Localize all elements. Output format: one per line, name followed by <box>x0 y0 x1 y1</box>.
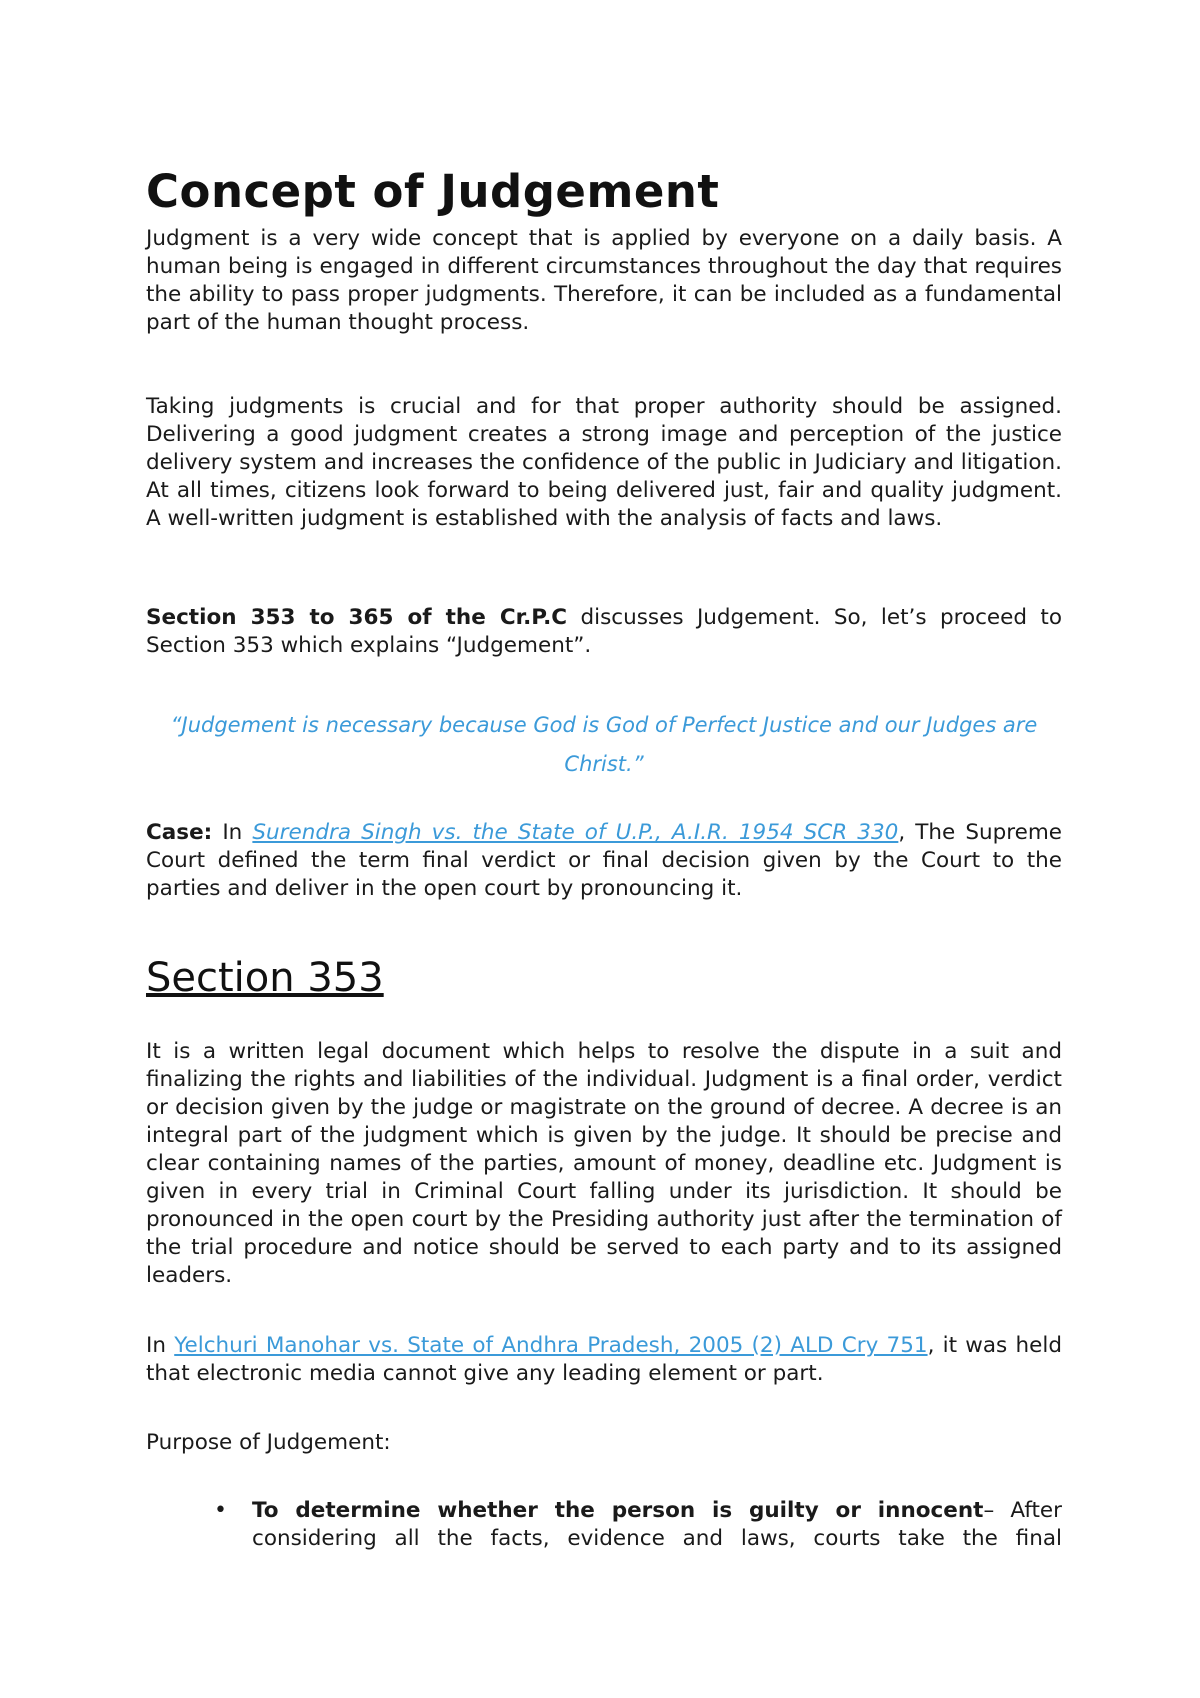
case-link-surendra-singh[interactable]: Surendra Singh vs. the State of U.P., A.I.R. 1954 SCR 330 <box>252 820 899 845</box>
section-353-paragraph-1: It is a written legal document which helps to resolve the dispute in a suit and finalizing the rights and liabilities of the individual. Judgment is a final order, verdict or decision given by the judge or magistrate on the ground of decree. A decree is an integral part of the judgment which is given by the judge. It should be precise and clear containing names of the parties, amount of money, deadline etc. Judgment is given in every trial in Criminal Court falling under its jurisdiction. It should be pronounced in the open court by the Presiding authority just after the termination of the trial procedure and notice should be served to each party and to its assigned leaders. <box>146 1039 1062 1288</box>
case-paragraph <box>146 819 1062 903</box>
intro-paragraph-1: Judgment is a very wide concept that is applied by everyone on a daily basis. A human being is engaged in different circumstances throughout the day that requires the ability to pass proper judgments. Therefore, it can be included as a fundamental part of the human thought process. <box>146 226 1062 335</box>
page-title: Concept of Judgement <box>146 165 720 218</box>
section-353-prefix: In <box>146 1333 175 1358</box>
intro-paragraph-3 <box>146 604 1062 660</box>
case-link-yelchuri-manohar[interactable]: Yelchuri Manohar vs. State of Andhra Pradesh, 2005 (2) ALD Cry 751 <box>174 1333 928 1358</box>
list-item-description: – After considering all the facts, evidence and laws, courts take the final <box>252 1498 1063 1551</box>
section-353-paragraph-2 <box>146 1332 1062 1388</box>
quote-block <box>146 706 1062 784</box>
intro-paragraph-3-text: discusses Judgement. So, let’s proceed to Section 353 which explains “Judgement”. <box>146 605 1062 658</box>
section-353-paragraph-2-text: , it was held that electronic media cannot give any leading element or part. <box>146 1333 1062 1386</box>
purpose-heading: Purpose of Judgement: <box>146 1430 391 1455</box>
list-item-title: To determine whether the person is guilty or innocent <box>252 1498 984 1523</box>
bullet-icon: • <box>214 1498 227 1523</box>
section-353-heading: Section 353 <box>146 955 384 1001</box>
crpc-sections-label: Section 353 to 365 of the Cr.P.C <box>146 605 568 630</box>
case-prefix: In <box>212 820 253 845</box>
case-text: , The Supreme Court defined the term final verdict or final decision given by the Court to the parties and deliver in the open court by pronouncing it. <box>146 820 1063 901</box>
intro-paragraph-2: Taking judgments is crucial and for that proper authority should be assigned. Delivering a good judgment creates a strong image and perception of the justice delivery system and increases the confidence of the public in Judiciary and litigation. At all times, citizens look forward to being delivered just, fair and quality judgment. A well-written judgment is established with the analysis of facts and laws. <box>146 394 1062 531</box>
quote-line-2: Christ.” <box>564 752 644 776</box>
list-item-text <box>252 1497 1062 1553</box>
case-label: Case: <box>146 820 213 845</box>
quote-line-1: “Judgement is necessary because God is God of Perfect Justice and our Judges are <box>170 713 1038 737</box>
